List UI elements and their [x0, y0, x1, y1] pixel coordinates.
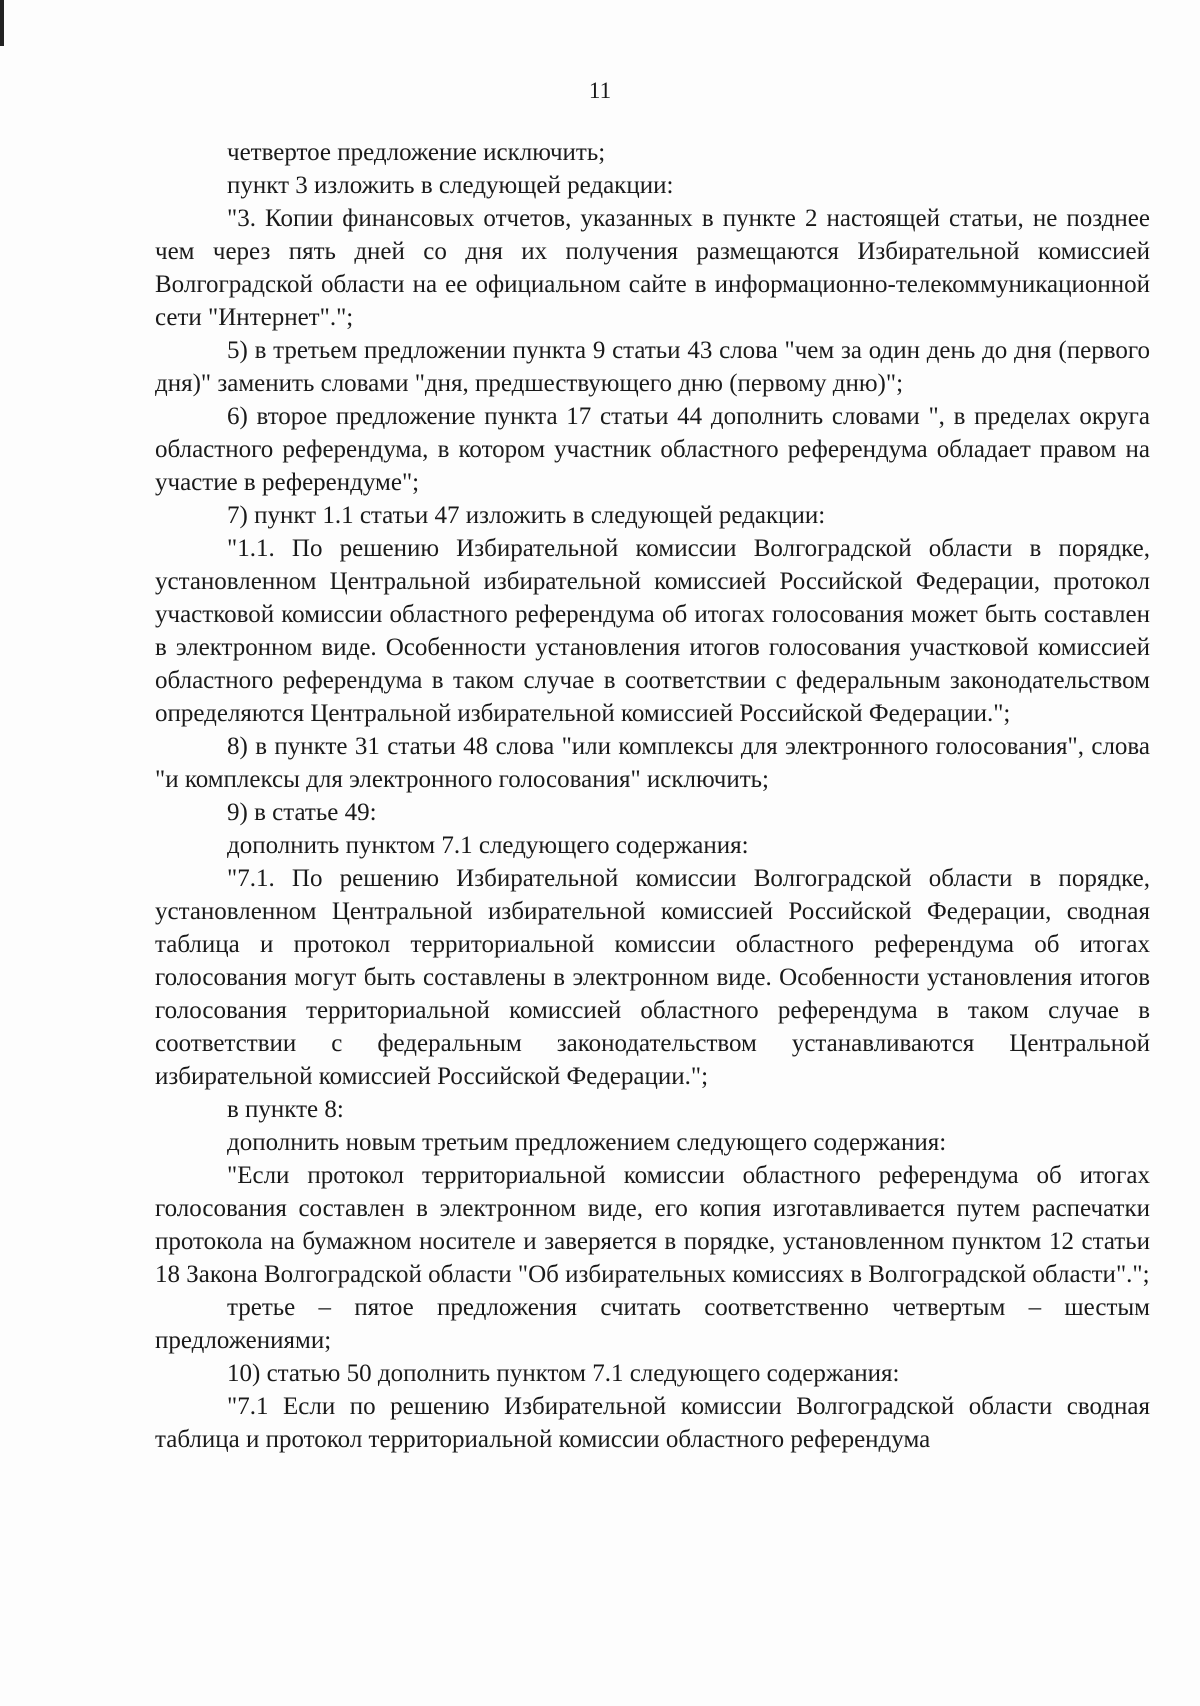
paragraph: третье – пятое предложения считать соответственно четвертым – шестым предложениями;	[155, 1294, 1150, 1354]
document-body	[155, 136, 1150, 1456]
paragraph: 9) в статье 49:	[227, 799, 377, 826]
paragraph: дополнить новым третьим предложением следующего содержания:	[227, 1129, 947, 1156]
paragraph: "1.1. По решению Избирательной комиссии Волгоградской области в порядке, установленном Центральной избирательной комиссией Российской Федерации, протокол участковой комиссии областного референдума об итогах голосования может быть составлен в электронном виде. Особенности установления итогов голосования участковой комиссией областного референдума в таком случае в соответствии с федеральным законодательством определяются Центральной избирательной комиссией Российской Федерации.";	[155, 535, 1150, 727]
paragraph: 6) второе предложение пункта 17 статьи 44 дополнить словами ", в пределах округа областного референдума, в котором участник областного референдума обладает правом на участие в референдуме";	[155, 403, 1150, 496]
paragraph: "3. Копии финансовых отчетов, указанных в пункте 2 настоящей статьи, не позднее чем через пять дней со дня их получения размещаются Избирательной комиссией Волгоградской области на ее официальном сайте в информационно-телекоммуникационной сети "Интернет".";	[155, 205, 1150, 331]
paragraph: 5) в третьем предложении пункта 9 статьи 43 слова "чем за один день до дня (первого дня)" заменить словами "дня, предшествующего дню (первому дню)";	[155, 337, 1150, 397]
paragraph: пункт 3 изложить в следующей редакции:	[227, 172, 674, 199]
paragraph: четвертое предложение исключить;	[227, 139, 606, 166]
paragraph: 8) в пункте 31 статьи 48 слова "или комплексы для электронного голосования", слова "и комплексы для электронного голосования" исключить;	[155, 733, 1150, 793]
paragraph: 7) пункт 1.1 статьи 47 изложить в следующей редакции:	[227, 502, 826, 529]
page-number: 11	[588, 78, 612, 103]
paragraph: в пункте 8:	[227, 1096, 344, 1123]
paragraph: дополнить пунктом 7.1 следующего содержания:	[227, 832, 749, 859]
scan-edge-mark	[0, 0, 4, 46]
paragraph: "Если протокол территориальной комиссии областного референдума об итогах голосования составлен в электронном виде, его копия изготавливается путем распечатки протокола на бумажном носителе и заверяется в порядке, установленном пунктом 12 статьи 18 Закона Волгоградской области "Об избирательных комиссиях в Волгоградской области".";	[155, 1162, 1150, 1288]
paragraph: "7.1 Если по решению Избирательной комиссии Волгоградской области сводная таблица и протокол территориальной комиссии областного референдума	[155, 1393, 1150, 1453]
paragraph: "7.1. По решению Избирательной комиссии Волгоградской области в порядке, установленном Центральной избирательной комиссией Российской Федерации, сводная таблица и протокол территориальной комиссии областного референдума об итогах голосования могут быть составлены в электронном виде. Особенности установления итогов голосования территориальной комиссией областного референдума в таком случае в соответствии с федеральным законодательством устанавливаются Центральной избирательной комиссией Российской Федерации.";	[155, 865, 1150, 1090]
paragraph: 10) статью 50 дополнить пунктом 7.1 следующего содержания:	[227, 1360, 900, 1387]
